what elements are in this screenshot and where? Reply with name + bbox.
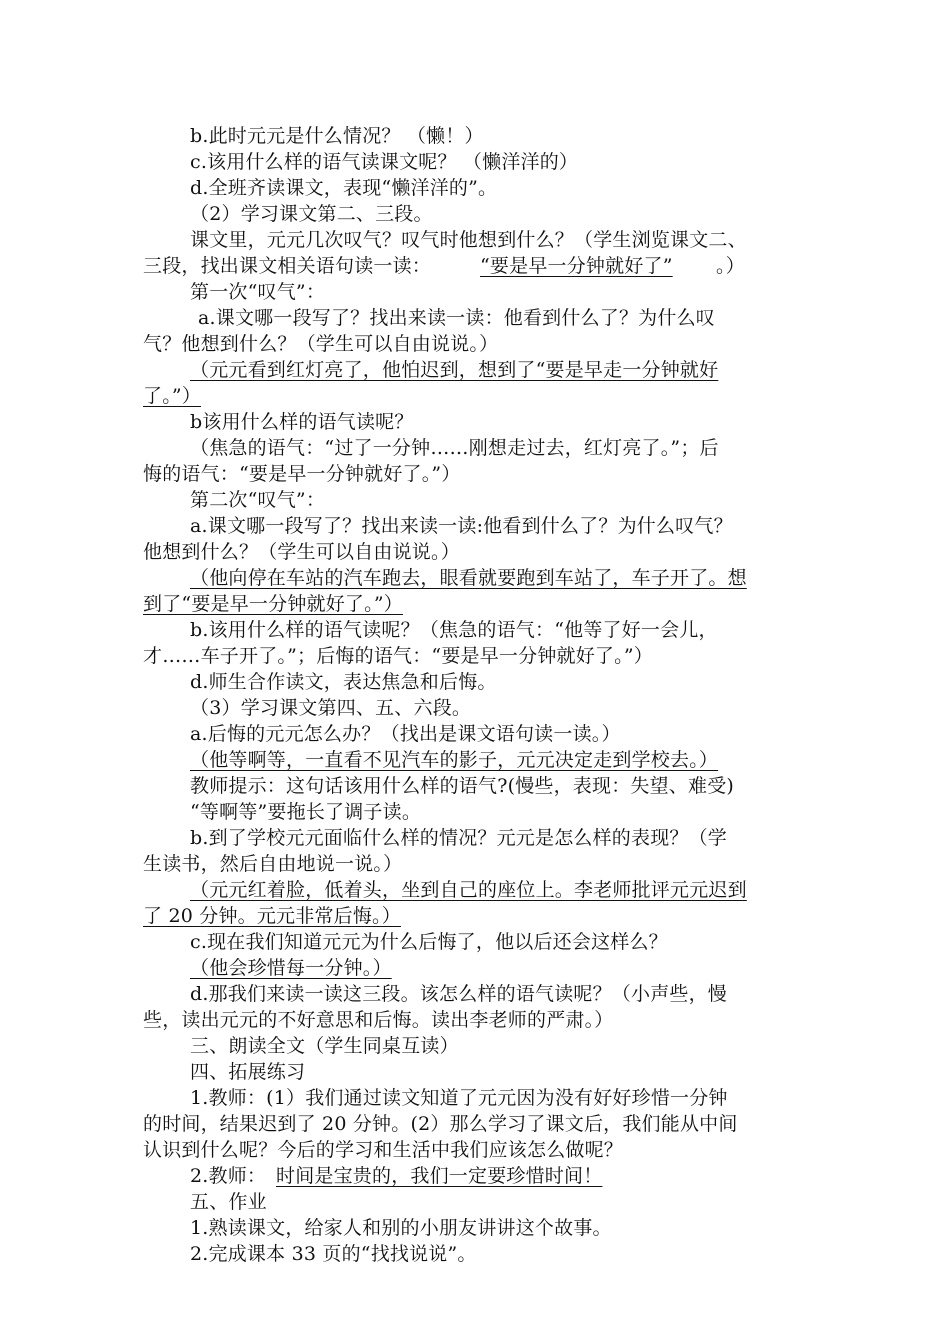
underlined-answer: “要是早一分钟就好了”	[480, 255, 673, 277]
underlined-answer: 到了“要是早一分钟就好了。”）	[143, 593, 403, 615]
section-heading: （2）学习课文第二、三段。	[190, 203, 433, 225]
text-line: 课文里，元元几次叹气？叹气时他想到什么？（学生浏览课文二、	[190, 229, 747, 251]
text-line: b.该用什么样的语气读呢？（焦急的语气：“他等了好一会儿，	[190, 619, 718, 641]
section-heading: 五、作业	[190, 1191, 267, 1213]
text-line: 些，读出元元的不好意思和后悔。读出李老师的严肃。）	[143, 1009, 614, 1031]
text-line: （焦急的语气：“过了一分钟……刚想走过去，红灯亮了。”；后	[190, 437, 719, 459]
text-line: 悔的语气：“要是早一分钟就好了。”）	[143, 463, 461, 485]
section-heading: 四、拓展练习	[190, 1061, 306, 1083]
underlined-answer: 了。”）	[143, 385, 202, 407]
text-line: 第一次“叹气”：	[190, 281, 326, 303]
text-line: 。）	[716, 255, 745, 277]
text-line: a.后悔的元元怎么办？（找出是课文语句读一读。）	[190, 723, 621, 745]
underlined-answer: （他等啊等，一直看不见汽车的影子，元元决定走到学校去。）	[190, 749, 719, 771]
text-line: d.那我们来读一读这三段。该怎么样的语气读呢？（小声些，慢	[190, 983, 728, 1005]
text-line: b.到了学校元元面临什么样的情况？元元是怎么样的表现？（学	[190, 827, 728, 849]
text-line: 教师提示：这句话该用什么样的语气?(慢些，表现：失望、难受)	[190, 775, 735, 797]
text-line: 2.完成课本 33 页的“找找说说”。	[190, 1243, 477, 1265]
text-line: 的时间，结果迟到了 20 分钟。(2）那么学习了课文后，我们能从中间	[143, 1113, 738, 1135]
text-line: 1.教师：(1）我们通过读文知道了元元因为没有好好珍惜一分钟	[190, 1087, 728, 1109]
text-line: 气？他想到什么？（学生可以自由说说。）	[143, 333, 499, 355]
underlined-answer: （元元看到红灯亮了，他怕迟到，想到了“要是早走一分钟就好	[190, 359, 719, 381]
section-heading: 三、朗读全文（学生同桌互读）	[190, 1035, 459, 1057]
text-line: b.此时元元是什么情况？ （懒！）	[190, 125, 484, 147]
text-line: 1.熟读课文，给家人和别的小朋友讲讲这个故事。	[190, 1217, 612, 1239]
text-line: c.现在我们知道元元为什么后悔了，他以后还会这样么？	[190, 931, 668, 953]
text-line: 他想到什么？（学生可以自由说说。）	[143, 541, 460, 563]
underlined-answer: （他向停在车站的汽车跑去，眼看就要跑到车站了，车子开了。想	[190, 567, 747, 589]
text-line: d.全班齐读课文，表现“懒洋洋的”。	[190, 177, 498, 199]
underlined-answer: （元元红着脸，低着头，坐到自己的座位上。李老师批评元元迟到	[190, 879, 747, 901]
text-line: a.课文哪一段写了？找出来读一读：他看到什么了？为什么叹	[198, 307, 715, 329]
text-line: a.课文哪一段写了？找出来读一读:他看到什么了？为什么叹气？	[190, 515, 733, 537]
underlined-answer: 时间是宝贵的，我们一定要珍惜时间！	[276, 1165, 603, 1187]
text-line: b该用什么样的语气读呢？	[190, 411, 414, 433]
text-line: 三段，找出课文相关语句读一读：	[143, 255, 432, 277]
text-line: 认识到什么呢？今后的学习和生活中我们应该怎么做呢？	[143, 1139, 624, 1161]
text-line: 第二次“叹气”：	[190, 489, 326, 511]
underlined-answer: 了 20 分钟。元元非常后悔。）	[143, 905, 401, 927]
underlined-answer: （他会珍惜每一分钟。）	[190, 957, 392, 979]
section-heading: （3）学习课文第四、五、六段。	[190, 697, 472, 719]
text-line: c.该用什么样的语气读课文呢？ （懒洋洋的）	[190, 151, 579, 173]
text-line: 才……车子开了。”；后悔的语气：“要是早一分钟就好了。”）	[143, 645, 653, 667]
text-line: 2.教师：	[190, 1165, 267, 1187]
text-line: d.师生合作读文，表达焦急和后悔。	[190, 671, 497, 693]
text-line: “等啊等”要拖长了调子读。	[190, 801, 422, 823]
text-line: 生读书，然后自由地说一说。）	[143, 853, 403, 875]
